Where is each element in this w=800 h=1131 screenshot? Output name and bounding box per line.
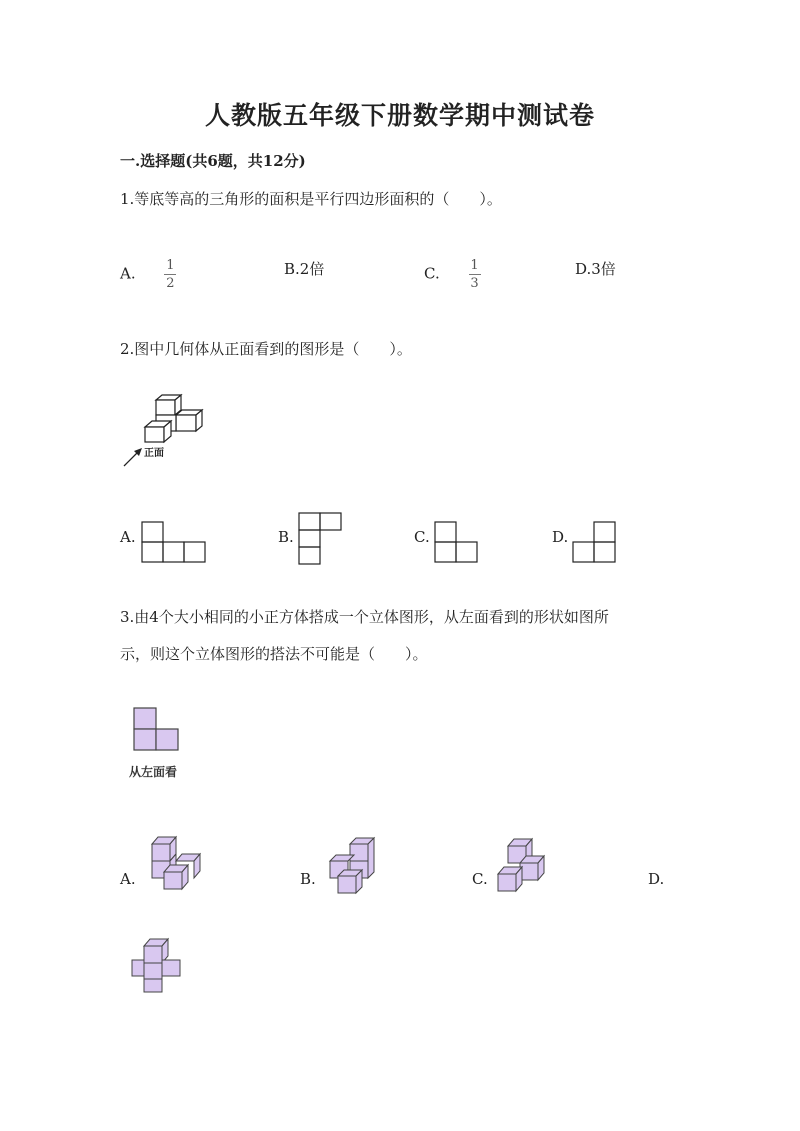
- q3-option-c-figure[interactable]: [494, 834, 560, 898]
- q2-solid-figure: [120, 390, 220, 475]
- q1-option-d[interactable]: D.3倍: [575, 260, 616, 278]
- page-title: 人教版五年级下册数学期中测试卷: [204, 101, 595, 130]
- section-heading: 一.选择题(共6题，共12分): [120, 152, 306, 170]
- question-2-text: 2.图中几何体从正面看到的图形是（ ）。: [120, 340, 412, 358]
- figure-caption: 正面: [144, 448, 164, 459]
- option-label: A.: [120, 264, 136, 283]
- q2-option-b-figure[interactable]: [298, 512, 344, 566]
- q2-option-b[interactable]: B.: [278, 528, 294, 546]
- q1-option-b[interactable]: B.2倍: [284, 260, 325, 278]
- fraction-one-half: $\frac{1}{2}$: [166, 258, 175, 291]
- q3-option-b[interactable]: B.: [300, 870, 316, 888]
- q3-option-a[interactable]: A.: [120, 870, 136, 888]
- fraction-one-third: $\frac{1}{3}$: [470, 258, 479, 291]
- q2-option-c-figure[interactable]: [434, 521, 480, 565]
- q3-left-view-figure: [128, 706, 190, 784]
- q3-option-d[interactable]: D.: [648, 870, 665, 888]
- question-3-line-1: 3.由4个大小相同的小正方体搭成一个立体图形，从左面看到的形状如图所: [120, 608, 609, 626]
- q2-option-a[interactable]: A.: [120, 528, 136, 546]
- q1-option-a[interactable]: [120, 258, 176, 291]
- q2-option-d-figure[interactable]: [572, 521, 618, 565]
- q2-option-c[interactable]: C.: [414, 528, 430, 546]
- q2-option-a-figure[interactable]: [141, 521, 207, 565]
- q3-option-b-figure[interactable]: [322, 836, 384, 898]
- figure-caption: 从左面看: [129, 765, 178, 779]
- q3-option-c[interactable]: C.: [472, 870, 488, 888]
- option-label: C.: [424, 264, 440, 283]
- question-3-line-2: 示，则这个立体图形的搭法不可能是（ ）。: [120, 645, 428, 663]
- q3-option-a-figure[interactable]: [148, 832, 210, 894]
- question-1-text: 1.等底等高的三角形的面积是平行四边形面积的（ ）。: [120, 190, 502, 208]
- q1-option-c[interactable]: [424, 258, 481, 291]
- q2-option-d[interactable]: D.: [552, 528, 569, 546]
- q3-option-d-figure[interactable]: [128, 934, 192, 996]
